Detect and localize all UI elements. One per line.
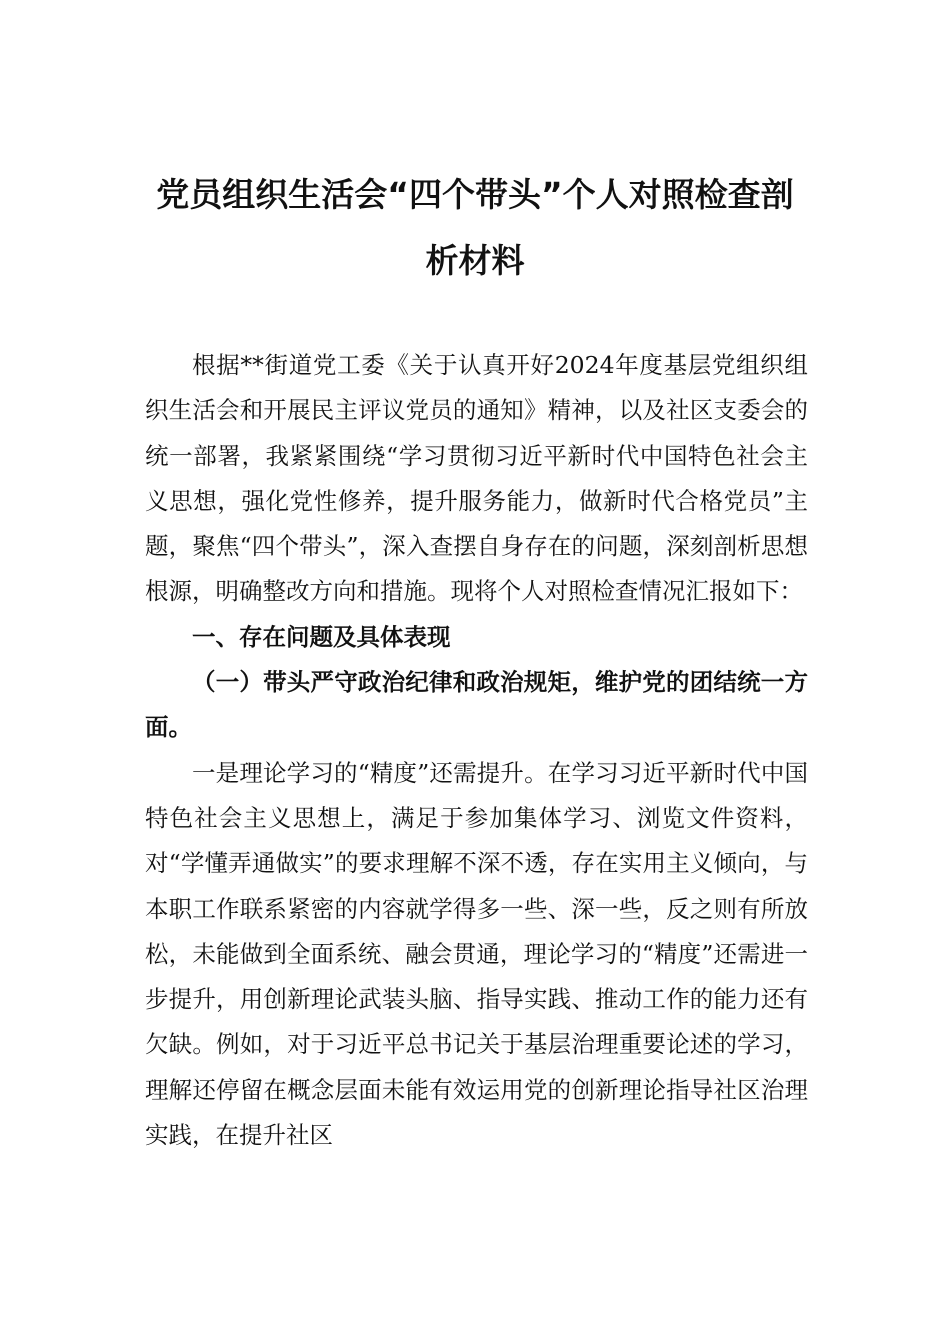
paragraph-point-1: 一是理论学习的“精度”还需提升。在学习习近平新时代中国特色社会主义思想上，满足于参加集体学习、浏览文件资料，对“学懂弄通做实”的要求理解不深不透，存在实用主义倾向，与本职工作联系紧密的内容就学得多一些、深一些，反之则有所放松，未能做到全面系统、融会贯通，理论学习的“精度”还需进一步提升，用创新理论武装头脑、指导实践、推动工作的能力还有欠缺。例如，对于习近平总书记关于基层治理重要论述的学习，理解还停留在概念层面未能有效运用党的创新理论指导社区治理实践，在提升社区	[145, 758, 808, 1150]
document-body	[145, 343, 808, 1158]
paragraph-intro: 根据**街道党工委《关于认真开好2024年度基层党组织组织生活会和开展民主评议党员的通知》精神，以及社区支委会的统一部署，我紧紧围绕“学习贯彻习近平新时代中国特色社会主义思想，强化党性修养，提升服务能力，做新时代合格党员”主题，聚焦“四个带头”，深入查摆自身存在的问题，深刻剖析思想根源，明确整改方向和措施。现将个人对照检查情况汇报如下：	[145, 351, 808, 606]
document-title: 党员组织生活会“四个带头”个人对照检查剖析材料	[156, 175, 794, 280]
subsection-heading-1: （一）带头严守政治纪律和政治规矩，维护党的团结统一方面。	[145, 668, 808, 742]
section-heading-1: 一、存在问题及具体表现	[192, 622, 451, 651]
